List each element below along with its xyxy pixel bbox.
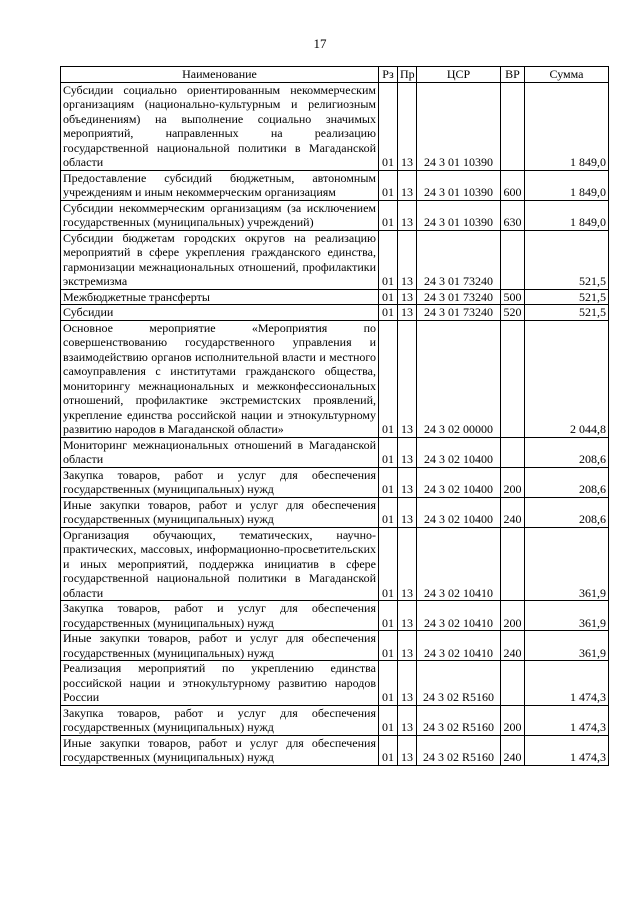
row-sum: 1 474,3 (525, 705, 609, 735)
row-pr: 13 (398, 705, 417, 735)
row-csr: 24 3 01 10390 (417, 200, 501, 230)
row-sum: 1 849,0 (525, 82, 609, 170)
row-pr: 13 (398, 437, 417, 467)
row-pr: 13 (398, 230, 417, 289)
row-csr: 24 3 02 00000 (417, 320, 501, 437)
row-pr: 13 (398, 305, 417, 321)
row-name: Субсидии бюджетам городских округов на реализацию мероприятий в сфере укрепления гражданского единства, гармонизации межнациональных отношений, профилактики экстремизма (61, 230, 379, 289)
table-row (61, 467, 609, 497)
table-row (61, 631, 609, 661)
row-csr: 24 3 02 R5160 (417, 661, 501, 706)
table-row (61, 82, 609, 170)
row-csr: 24 3 02 10410 (417, 631, 501, 661)
row-sum: 361,9 (525, 631, 609, 661)
row-csr: 24 3 02 R5160 (417, 735, 501, 765)
row-rz: 01 (379, 705, 398, 735)
page-number: 17 (313, 36, 327, 51)
row-csr: 24 3 01 73240 (417, 289, 501, 305)
table-row (61, 661, 609, 706)
table-row (61, 437, 609, 467)
table-row (61, 601, 609, 631)
row-pr: 13 (398, 527, 417, 601)
row-rz: 01 (379, 289, 398, 305)
row-name: Закупка товаров, работ и услуг для обеспечения государственных (муниципальных) нужд (61, 601, 379, 631)
row-sum: 1 474,3 (525, 735, 609, 765)
row-name: Предоставление субсидий бюджетным, автономным учреждениям и иным некоммерческим организациям (61, 170, 379, 200)
row-vr (501, 82, 525, 170)
row-name: Организация обучающих, тематических, научно-практических, массовых, информационно-просветительских и иных мероприятий, поддержка инициатив в сфере государственной национальной политики в Магаданской области (61, 527, 379, 601)
row-rz: 01 (379, 467, 398, 497)
row-csr: 24 3 02 R5160 (417, 705, 501, 735)
row-rz: 01 (379, 170, 398, 200)
table-row (61, 305, 609, 321)
row-pr: 13 (398, 661, 417, 706)
table-row (61, 497, 609, 527)
row-name: Субсидии некоммерческим организациям (за исключением государственных (муниципальных) учреждений) (61, 200, 379, 230)
row-rz: 01 (379, 661, 398, 706)
row-csr: 24 3 02 10400 (417, 467, 501, 497)
table-row (61, 705, 609, 735)
row-vr: 630 (501, 200, 525, 230)
row-name: Основное мероприятие «Мероприятия по совершенствованию государственного управления и взаимодействию органов исполнительной власти и местного самоуправления с институтами гражданского общества, мониторингу межнациональных и межконфессиональных отношений, профилактике экстремистских проявлений, укрепление единства российской нации и этнокультурному развитию народов в Магаданской области» (61, 320, 379, 437)
row-vr: 520 (501, 305, 525, 321)
table-row (61, 289, 609, 305)
row-name: Субсидии (61, 305, 379, 321)
table-row (61, 527, 609, 601)
row-sum: 1 474,3 (525, 661, 609, 706)
row-rz: 01 (379, 631, 398, 661)
row-pr: 13 (398, 601, 417, 631)
row-vr: 240 (501, 497, 525, 527)
row-sum: 361,9 (525, 527, 609, 601)
row-name: Закупка товаров, работ и услуг для обеспечения государственных (муниципальных) нужд (61, 467, 379, 497)
row-name: Межбюджетные трансферты (61, 289, 379, 305)
row-name: Мониторинг межнациональных отношений в Магаданской области (61, 437, 379, 467)
row-csr: 24 3 02 10400 (417, 497, 501, 527)
row-sum: 521,5 (525, 289, 609, 305)
table-header-row (61, 67, 609, 83)
row-pr: 13 (398, 320, 417, 437)
row-vr (501, 527, 525, 601)
row-csr: 24 3 01 10390 (417, 170, 501, 200)
row-vr: 240 (501, 735, 525, 765)
header-rz: Рз (379, 67, 398, 83)
row-pr: 13 (398, 631, 417, 661)
row-csr: 24 3 01 73240 (417, 230, 501, 289)
row-rz: 01 (379, 320, 398, 437)
row-pr: 13 (398, 289, 417, 305)
row-rz: 01 (379, 200, 398, 230)
row-name: Иные закупки товаров, работ и услуг для обеспечения государственных (муниципальных) нужд (61, 631, 379, 661)
row-vr (501, 320, 525, 437)
row-vr: 240 (501, 631, 525, 661)
row-vr: 600 (501, 170, 525, 200)
row-vr: 200 (501, 601, 525, 631)
header-pr: Пр (398, 67, 417, 83)
row-csr: 24 3 02 10410 (417, 527, 501, 601)
row-name: Иные закупки товаров, работ и услуг для обеспечения государственных (муниципальных) нужд (61, 735, 379, 765)
table-row (61, 230, 609, 289)
table-row (61, 170, 609, 200)
row-sum: 208,6 (525, 497, 609, 527)
row-csr: 24 3 01 73240 (417, 305, 501, 321)
row-csr: 24 3 02 10410 (417, 601, 501, 631)
row-sum: 521,5 (525, 230, 609, 289)
row-vr (501, 437, 525, 467)
row-vr: 500 (501, 289, 525, 305)
row-csr: 24 3 01 10390 (417, 82, 501, 170)
row-sum: 208,6 (525, 467, 609, 497)
row-rz: 01 (379, 437, 398, 467)
table-row (61, 320, 609, 437)
header-sum: Сумма (525, 67, 609, 83)
table-row (61, 735, 609, 765)
row-pr: 13 (398, 497, 417, 527)
row-name: Закупка товаров, работ и услуг для обеспечения государственных (муниципальных) нужд (61, 705, 379, 735)
row-name: Реализация мероприятий по укреплению единства российской нации и этнокультурному развитию народов России (61, 661, 379, 706)
row-sum: 1 849,0 (525, 200, 609, 230)
row-name: Субсидии социально ориентированным некоммерческим организациям (национально-культурным и религиозным объединениям) на выполнение социально значимых мероприятий, направленных на реализацию государственной национальной политики в Магаданской области (61, 82, 379, 170)
row-sum: 361,9 (525, 601, 609, 631)
row-sum: 521,5 (525, 305, 609, 321)
row-sum: 208,6 (525, 437, 609, 467)
row-rz: 01 (379, 735, 398, 765)
row-pr: 13 (398, 82, 417, 170)
row-sum: 2 044,8 (525, 320, 609, 437)
row-vr: 200 (501, 705, 525, 735)
header-csr: ЦСР (417, 67, 501, 83)
row-rz: 01 (379, 601, 398, 631)
row-pr: 13 (398, 200, 417, 230)
row-vr: 200 (501, 467, 525, 497)
row-rz: 01 (379, 497, 398, 527)
row-pr: 13 (398, 170, 417, 200)
header-vr: ВР (501, 67, 525, 83)
row-rz: 01 (379, 527, 398, 601)
header-name: Наименование (61, 67, 379, 83)
row-rz: 01 (379, 305, 398, 321)
table-row (61, 200, 609, 230)
row-vr (501, 230, 525, 289)
row-rz: 01 (379, 82, 398, 170)
row-csr: 24 3 02 10400 (417, 437, 501, 467)
row-pr: 13 (398, 735, 417, 765)
budget-table (60, 66, 609, 766)
row-name: Иные закупки товаров, работ и услуг для обеспечения государственных (муниципальных) нужд (61, 497, 379, 527)
row-rz: 01 (379, 230, 398, 289)
row-vr (501, 661, 525, 706)
row-sum: 1 849,0 (525, 170, 609, 200)
row-pr: 13 (398, 467, 417, 497)
